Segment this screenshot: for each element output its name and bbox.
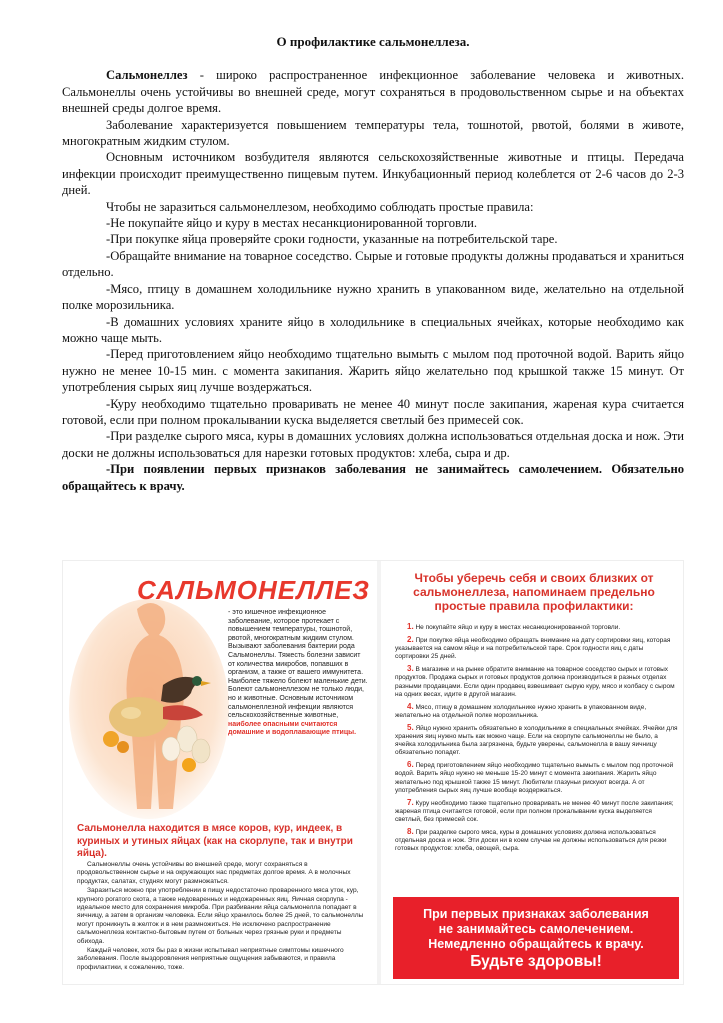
intro-paragraph <box>62 67 684 116</box>
leaflet-left-panel <box>63 561 377 985</box>
body-paragraph: Сальмонеллы очень устойчивы во внешней среде, могут сохраняться в продовольственном сырье и на окружающих нас предметах долгое время. А в молочных продуктах, салатах, студнях могут размножаться. <box>77 861 351 885</box>
banner-line: При первых признаках заболевания <box>423 907 649 921</box>
document <box>62 34 684 494</box>
rule-text: В магазине и на рынке обратите внимание на товарное соседство сырых и готовых продуктов. Продажа сырых и готовых продуктов должна производиться в разных отделах разными продавцами. Если один продавец взвешивает сырую куру, мясо и колбасу с сыром на одних весах, идите в другой магазин. <box>395 666 675 698</box>
rule-number: 1. <box>407 622 414 631</box>
rule-item <box>395 799 679 824</box>
rule-text: Не покупайте яйцо и куру в местах несанкционированной торговли. <box>413 624 621 631</box>
leaflet-description <box>228 609 368 738</box>
rule-item: -Перед приготовлением яйцо необходимо тщательно вымыть с мылом под проточной водой. Варить яйцо нужно не менее 10-15 мин. с момента закипания. Жарить яйцо желательно под крышкой также 15 минут. От употребления сырых яиц лучше воздержаться. <box>62 347 684 395</box>
rule-number: 5. <box>407 722 414 732</box>
intro-text: - широко распространенное инфекционное заболевание человека и животных. Сальмонеллы очень устойчивы во внешней среде, могут сохраняться в продовольственном сырье и на объектах внешней среды долгое время. <box>62 68 684 116</box>
rule-number: 2. <box>407 635 414 645</box>
rule-item <box>395 828 679 853</box>
body-paragraph: Каждый человек, хотя бы раз в жизни испытывал неприятные симптомы кишечного заболевания. После выздоровления неприятные ощущения забываются, и правила профилактики, к сожалению, тоже. <box>77 947 344 971</box>
rule-text: Куру необходимо также тщательно проваривать не менее 40 минут после закипания; жареная птица считается готовой, если при полном прокалывании куска выделяется светлый, без примесей сок. <box>395 799 674 823</box>
description-highlight: наиболее опасными считаются домашние и водоплавающие птицы. <box>228 720 357 737</box>
rule-item <box>395 703 679 720</box>
rule-item: -Обращайте внимание на товарное соседство. Сырые и готовые продукты должны продаваться и храниться отдельно. <box>62 248 684 280</box>
rule-text: При покупке яйца необходимо обращать внимание на дату сортировки яиц, которая указывается на самом яйце и на потребительской таре. Срок годности яиц с даты сортировки 25 дней. <box>395 637 671 661</box>
warning-banner <box>393 897 679 979</box>
paragraph: Основным источником возбудителя являются сельскохозяйственные животные и птицы. Передача инфекции происходит преимущественно пищевым путем. Инкубационный период колеблется от 2-6 часов до 2-3 дней. <box>62 150 684 198</box>
paragraph: Заболевание характеризуется повышением температуры тела, тошнотой, рвотой, болями в животе, многократным жидким стулом. <box>62 117 684 149</box>
rule-item: -Не покупайте яйцо и куру в местах несанкционированной торговли. <box>106 216 478 231</box>
rule-item <box>395 665 679 698</box>
rule-item: -При разделке сырого мяса, куры в домашних условиях должна использоваться отдельная доска и нож. Эти доски не должны использоваться для нарезки готовых продуктов: хлеба, сыра и др. <box>62 429 684 460</box>
paragraph: Чтобы не заразиться сальмонеллезом, необходимо соблюдать простые правила: <box>106 199 534 214</box>
salmonellosis-leaflet <box>62 560 684 985</box>
description-text: - это кишечное инфекционное заболевание, которое протекает с повышением температуры, тошнотой, рвотой, многократным жидким стулом. Вызывают заболевания бактерии рода Сальмонеллы. Тяжесть болезни зависит от количества микробов, попавших в организм, а также от вашего иммунитета. Наиболее тяжело болеют маленькие дети. Болеют сальмонеллезом не только люди, но и животные. Основным источником сальмонеллезной инфекции являются сельскохозяйственные животные, <box>228 609 368 720</box>
leaflet-headline: Сальмонелла находится в мясе коров, кур, индеек, в куриных и утиных яйцах (как на скорлупе, так и внутри яйца). <box>77 823 353 859</box>
rule-item: -В домашних условиях храните яйцо в холодильнике в специальных ячейках, которые необходимо как можно чаще мыть. <box>62 314 684 345</box>
rule-item <box>395 761 679 794</box>
rule-item <box>395 724 679 757</box>
rule-number: 3. <box>407 664 414 674</box>
rule-item <box>395 623 679 632</box>
rule-item <box>395 636 679 661</box>
rule-text: Мясо, птицу в домашнем холодильнике нужно хранить в упакованном виде, желательно на отдельной полке морозильника. <box>395 703 647 719</box>
rule-number: 4. <box>407 701 414 711</box>
rules-list <box>395 623 679 857</box>
rules-heading: Чтобы уберечь себя и своих близких от сальмонеллеза, напоминаем предельно простые правила профилактики: <box>413 571 655 613</box>
leaflet-right-panel <box>381 561 684 985</box>
leaflet-body <box>77 861 369 973</box>
intro-term: Сальмонеллез <box>106 68 188 83</box>
rule-number: 7. <box>407 797 414 807</box>
body-paragraph: Заразиться можно при употреблении в пищу недостаточно проваренного мяса уток, кур, крупного рогатого скота, а также недоваренных и недожаренных яиц. Яичная скорлупа - идеальное место для сохранения микроба. При разбивании яйца сальмонелла попадает в яичницу, а затем в организм человека. Если яйцо хранилось более 25 дней, то сальмонеллы могут проникнуть в желток и в нем размножиться. Не исключено распространение сальмонеллеза контактно-бытовым путем от больных через грязные руки и предметы обихода. <box>77 887 364 945</box>
document-title: О профилактике сальмонеллеза. <box>276 34 470 49</box>
leaflet-title: САЛЬМОНЕЛЛЕЗ <box>137 575 370 605</box>
rule-text: При разделке сырого мяса, куры в домашних условиях должна использоваться отдельная доска и нож. Эти доски ни в коем случае не должны использоваться для резки готовых продуктов: хлеба, овощей, сыра. <box>395 828 667 853</box>
banner-closing: Будьте здоровы! <box>470 953 602 970</box>
banner-line: не занимайтесь самолечением. <box>438 922 634 936</box>
rule-text: Яйцо нужно хранить обязательно в холодильнике в специальных ячейках. Ячейки для хранения яиц нужно мыть как можно чаще. Если на скорлупе сальмонеллы не было, а ячейка холодильника была загрязнена, будьте уверены, сальмонелла в вашу яичницу обязательно попадет. <box>395 724 678 757</box>
warning-paragraph: -При появлении первых признаков заболевания не занимайтесь самолечением. Обязательно обращайтесь к врачу. <box>62 462 684 493</box>
rule-number: 6. <box>407 760 414 770</box>
rule-number: 8. <box>407 826 414 836</box>
rule-item: -Мясо, птицу в домашнем холодильнике нужно хранить в упакованном виде, желательно на отдельной полке морозильника. <box>62 281 684 313</box>
rule-text: Перед приготовлением яйцо необходимо тщательно вымыть с мылом под проточной водой. Варить яйцо нужно не меньше 15-20 минут с момента закипания. Жарить яйцо желательно под крышкой также 15 минут. Любители глазуньи рискуют всегда. А от употребления сырых яиц лучше вообще воздержаться. <box>395 762 674 794</box>
rule-item: -Куру необходимо тщательно проваривать не менее 40 минут после закипания, жареная кура считается готовой, если при полном прокалывании куска выделяется светлый без примесей сок. <box>62 396 684 427</box>
banner-line: Немедленно обращайтесь к врачу. <box>428 937 644 951</box>
rule-item: -При покупке яйца проверяйте сроки годности, указанные на потребительской таре. <box>106 232 558 247</box>
illustration-figure-with-food <box>67 589 237 819</box>
